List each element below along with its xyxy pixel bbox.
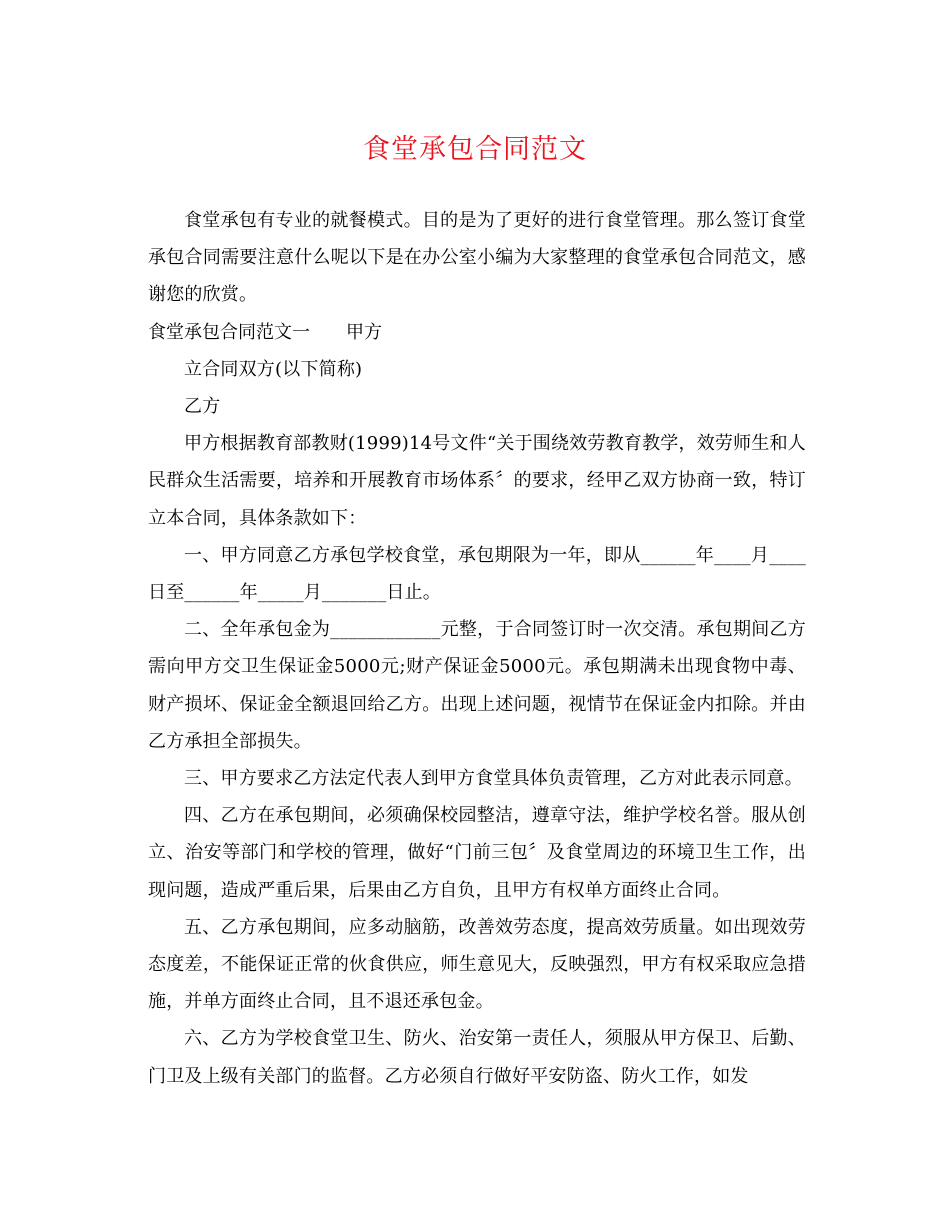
clause-2: 二、全年承包金为____________元整，于合同签订时一次交清。承包期间乙方需向甲方交卫生保证金5000元;财产保证金5000元。承包期满未出现食物中毒、财产损坏、保证金全额退回给乙方。出现上述问题，视情节在保证金内扣除。并由乙方承担全部损失。 — [148, 619, 806, 752]
contract-preamble: 甲方根据教育部教财(1999)14号文件“关于围绕效劳教育教学，效劳师生和人民群众生活需要，培养和开展教育市场体系〞的要求，经甲乙双方协商一致，特订立本合同，具体条款如下： — [148, 433, 806, 529]
parties-line: 立合同双方(以下简称) — [184, 358, 363, 380]
clause-5: 五、乙方承包期间，应多动脑筋，改善效劳态度，提高效劳质量。如出现效劳态度差，不能保证正常的伙食供应，师生意见大，反映强烈，甲方有权采取应急措施，并单方面终止合同，且不退还承包金。 — [148, 916, 806, 1013]
clause-4: 四、乙方在承包期间，必须确保校园整洁，遵章守法，维护学校名誉。服从创立、治安等部门和学校的管理，做好“门前三包〞及食堂周边的环境卫生工作，出现问题，造成严重后果，后果由乙方自负，且甲方有权单方面终止合同。 — [148, 805, 806, 901]
document-title: 食堂承包合同范文 — [363, 134, 587, 165]
clause-6: 六、乙方为学校食堂卫生、防火、治安第一责任人，须服从甲方保卫、后勤、门卫及上级有关部门的监督。乙方必须自行做好平安防盗、防火工作，如发 — [148, 1028, 806, 1087]
clause-1: 一、甲方同意乙方承包学校食堂，承包期限为一年，即从______年____月____日至______年_____月_______日止。 — [148, 544, 806, 604]
section-heading-line — [148, 314, 806, 351]
party-a-label: 甲方 — [346, 321, 382, 343]
section-heading: 食堂承包合同范文一 — [148, 321, 310, 343]
intro-paragraph: 食堂承包有专业的就餐模式。目的是为了更好的进行食堂管理。那么签订食堂承包合同需要注意什么呢以下是在办公室小编为大家整理的食堂承包合同范文，感谢您的欣赏。 — [148, 210, 806, 306]
document-body — [148, 202, 806, 1095]
party-b-label: 乙方 — [184, 396, 221, 418]
clause-3: 三、甲方要求乙方法定代表人到甲方食堂具体负责管理，乙方对此表示同意。 — [184, 768, 803, 790]
